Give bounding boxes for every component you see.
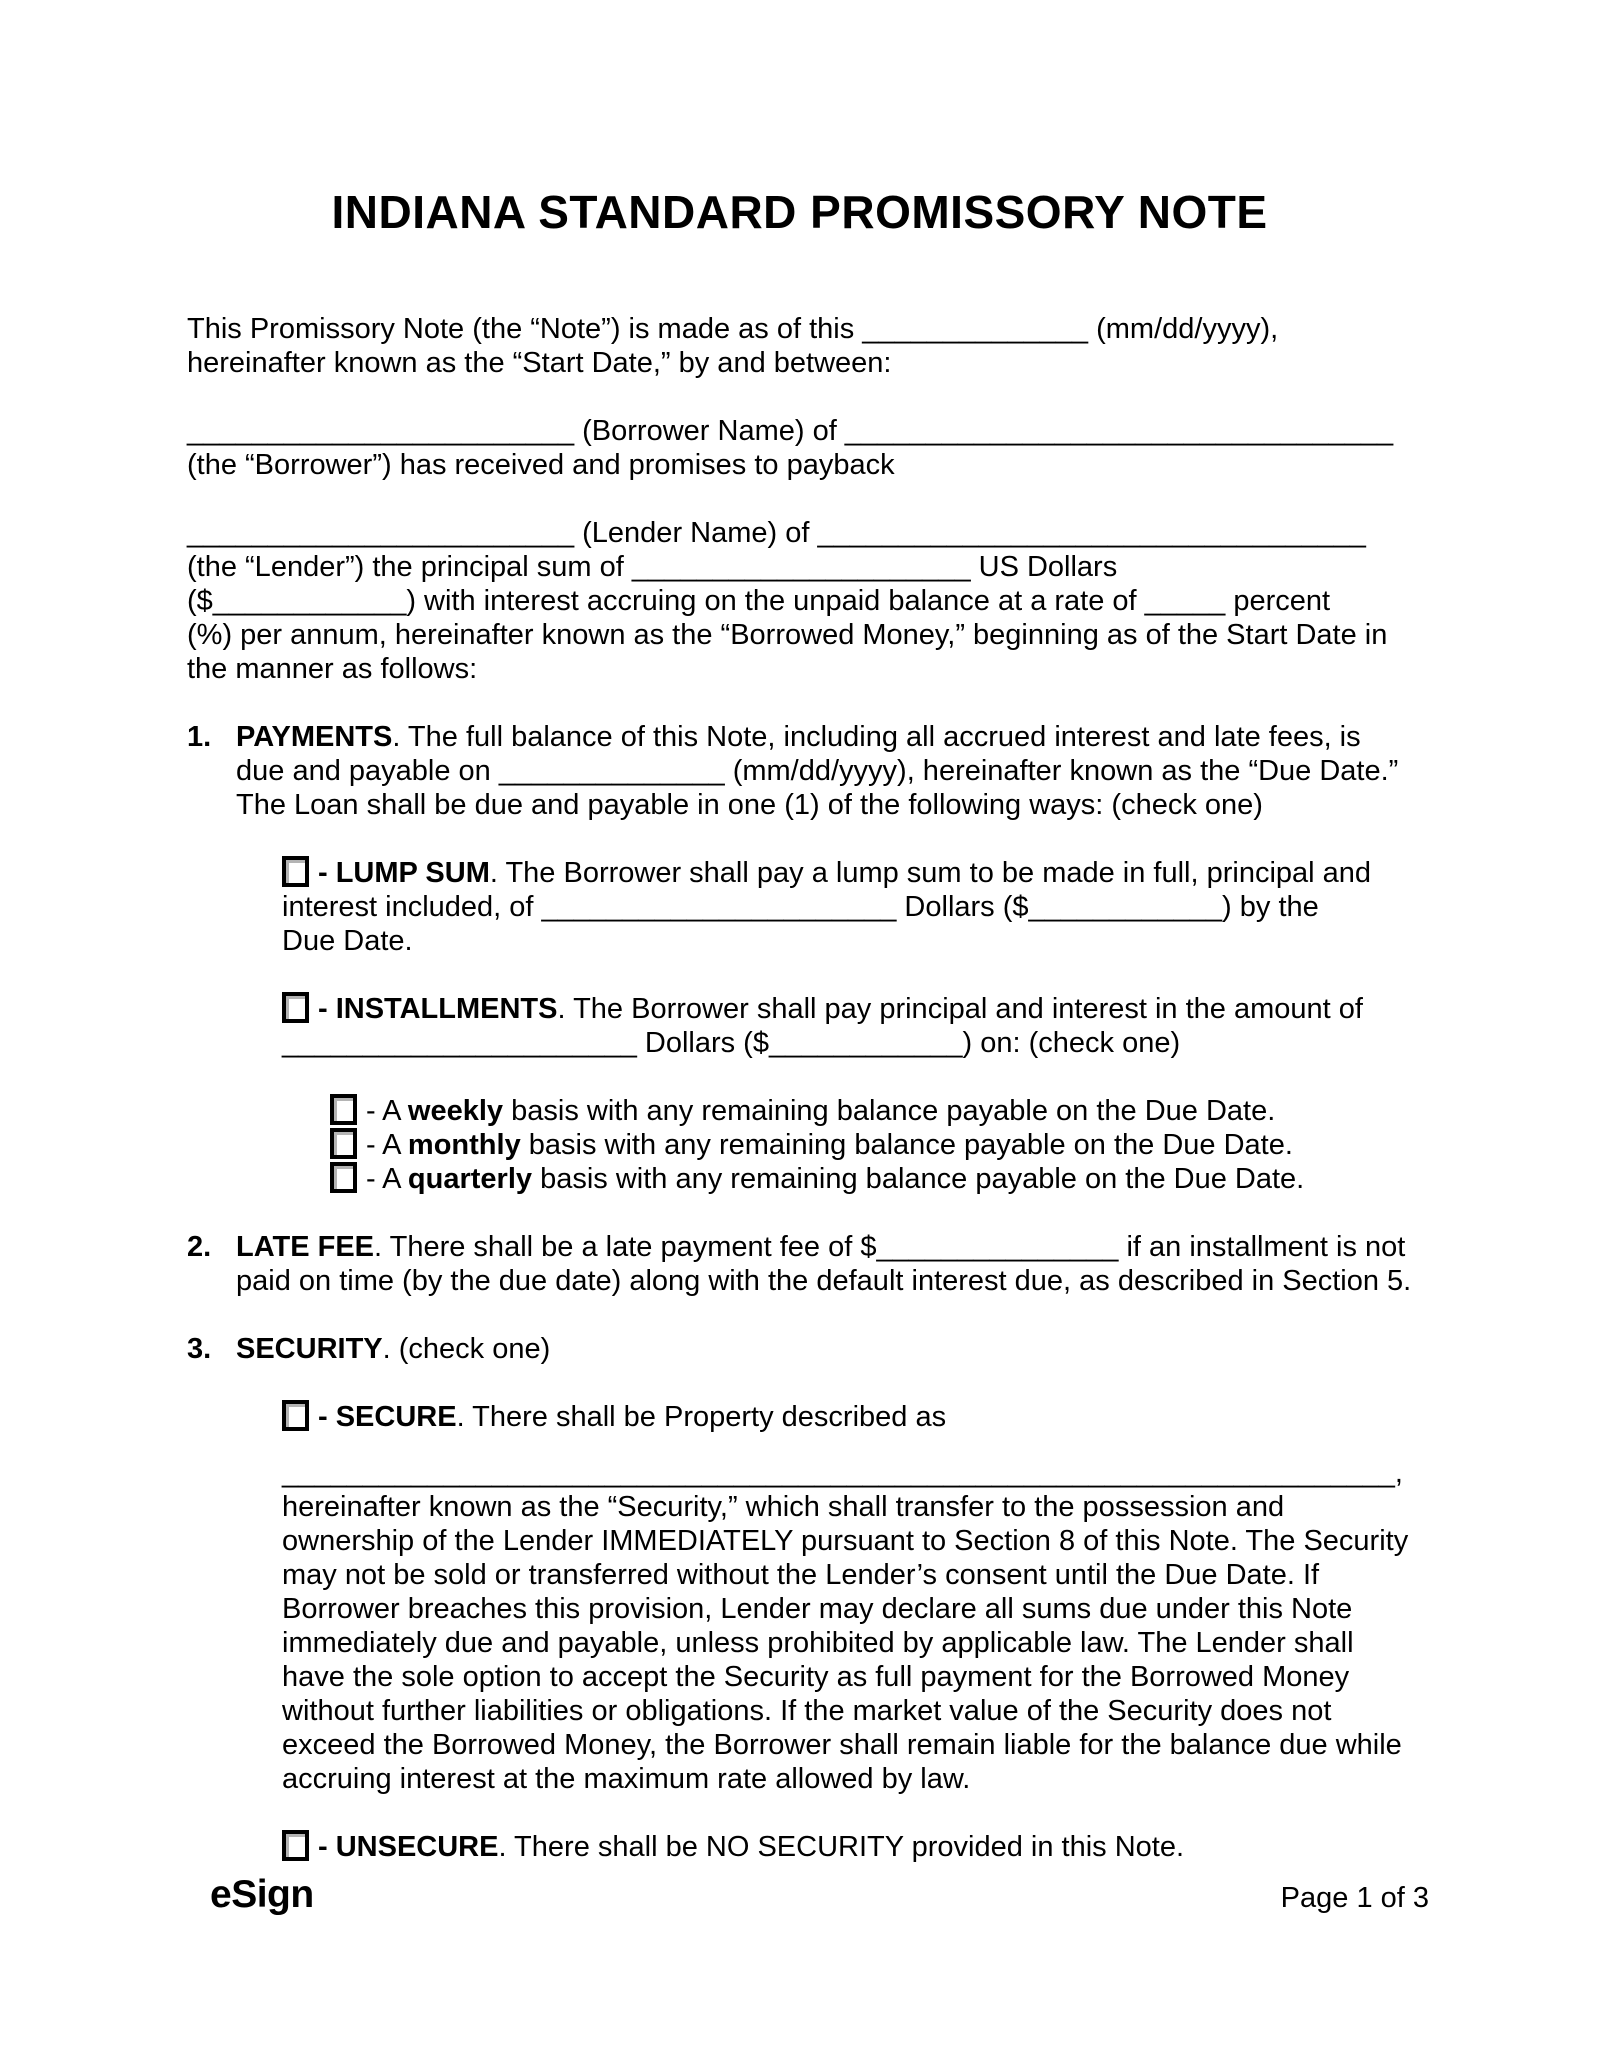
section-number: 1. bbox=[187, 721, 212, 753]
payments-line: The Loan shall be due and payable in one (1) of the following ways: (check one) bbox=[236, 789, 1263, 821]
borrower-paragraph bbox=[187, 414, 1419, 482]
intro-paragraph-start-date bbox=[187, 312, 1419, 380]
secure-body-line: Borrower breaches this provision, Lender may declare all sums due under this Note bbox=[282, 1593, 1353, 1625]
document-title: INDIANA STANDARD PROMISSORY NOTE bbox=[331, 186, 1268, 238]
option-text: basis with any remaining balance payable on the Due Date. bbox=[503, 1095, 1276, 1127]
secure-line bbox=[282, 1400, 1419, 1434]
section-text: . The full balance of this Note, including all accrued interest and late fees, is bbox=[392, 721, 1361, 753]
option-label: - SECURE bbox=[318, 1401, 457, 1433]
document-body bbox=[187, 312, 1419, 1898]
option-text: basis with any remaining balance payable on the Due Date. bbox=[532, 1163, 1305, 1195]
section-text: . There shall be a late payment fee of $_______________ if an installment is not bbox=[374, 1231, 1406, 1263]
section-number: 2. bbox=[187, 1231, 212, 1263]
option-lump-sum bbox=[282, 856, 1419, 958]
payments-line: due and payable on ______________ (mm/dd/yyyy), hereinafter known as the “Due Date.” bbox=[236, 755, 1399, 787]
unsecure-checkbox[interactable] bbox=[282, 1830, 309, 1861]
borrower-line: (the “Borrower”) has received and promises to payback bbox=[187, 449, 895, 481]
quarterly-checkbox[interactable] bbox=[330, 1162, 357, 1193]
option-text: . There shall be Property described as bbox=[456, 1401, 947, 1433]
option-text: . There shall be NO SECURITY provided in this Note. bbox=[498, 1831, 1185, 1863]
section-security bbox=[187, 1332, 1419, 1366]
lump-sum-checkbox[interactable] bbox=[282, 856, 309, 887]
borrowed-money-line: (%) per annum, hereinafter known as the “Borrowed Money,” beginning as of the Start Date in bbox=[187, 619, 1388, 651]
esign-logo: eSign bbox=[210, 1873, 314, 1916]
principal-sum-line: (the “Lender”) the principal sum of _____________________ US Dollars bbox=[187, 551, 1118, 583]
manner-line: the manner as follows: bbox=[187, 653, 478, 685]
page-number: Page 1 of 3 bbox=[1280, 1882, 1429, 1914]
late-fee-line: paid on time (by the due date) along with the default interest due, as described in Section 5. bbox=[236, 1265, 1412, 1297]
lender-paragraph bbox=[187, 516, 1419, 686]
option-text: . The Borrower shall pay a lump sum to be made in full, principal and bbox=[489, 857, 1372, 889]
option-unsecure bbox=[282, 1830, 1419, 1864]
option-text: - A bbox=[366, 1163, 408, 1195]
option-quarterly bbox=[330, 1162, 1419, 1196]
option-weekly bbox=[330, 1094, 1419, 1128]
property-description-blank: _____________________________________________________________________, bbox=[282, 1457, 1403, 1489]
installments-line: ______________________ Dollars ($____________) on: (check one) bbox=[282, 1027, 1181, 1059]
secure-body-line: hereinafter known as the “Security,” which shall transfer to the possession and bbox=[282, 1491, 1285, 1523]
secure-body-line: may not be sold or transferred without the Lender’s consent until the Due Date. If bbox=[282, 1559, 1320, 1591]
lump-sum-line bbox=[282, 856, 1419, 890]
option-label: quarterly bbox=[407, 1163, 533, 1195]
interest-rate-line: ($____________) with interest accruing on the unpaid balance at a rate of _____ percent bbox=[187, 585, 1331, 617]
option-text: - A bbox=[366, 1095, 408, 1127]
option-label: monthly bbox=[407, 1129, 521, 1161]
option-secure bbox=[282, 1400, 1419, 1796]
option-label: - UNSECURE bbox=[318, 1831, 499, 1863]
late-fee-line bbox=[236, 1230, 1419, 1264]
secure-checkbox[interactable] bbox=[282, 1400, 309, 1431]
unsecure-line bbox=[282, 1830, 1419, 1864]
option-text: . The Borrower shall pay principal and interest in the amount of bbox=[557, 993, 1363, 1025]
installment-frequency-options bbox=[330, 1094, 1419, 1196]
monthly-checkbox[interactable] bbox=[330, 1128, 357, 1159]
section-payments bbox=[187, 720, 1419, 822]
page-footer bbox=[210, 1873, 1429, 1916]
section-label: LATE FEE bbox=[236, 1231, 375, 1263]
weekly-checkbox[interactable] bbox=[330, 1094, 357, 1125]
secure-body-line: immediately due and payable, unless prohibited by applicable law. The Lender shall bbox=[282, 1627, 1354, 1659]
secure-body-line: have the sole option to accept the Security as full payment for the Borrowed Money bbox=[282, 1661, 1350, 1693]
option-installments bbox=[282, 992, 1419, 1060]
installments-checkbox[interactable] bbox=[282, 992, 309, 1023]
section-text: . (check one) bbox=[382, 1333, 551, 1365]
secure-body-line: ownership of the Lender IMMEDIATELY pursuant to Section 8 of this Note. The Security bbox=[282, 1525, 1409, 1557]
security-line bbox=[236, 1332, 1419, 1366]
installments-line bbox=[282, 992, 1419, 1026]
option-label: - LUMP SUM bbox=[318, 857, 490, 889]
intro-line: This Promissory Note (the “Note”) is made as of this ______________ (mm/dd/yyyy), bbox=[187, 313, 1279, 345]
option-text: - A bbox=[366, 1129, 408, 1161]
secure-body-line: exceed the Borrowed Money, the Borrower shall remain liable for the balance due while bbox=[282, 1729, 1402, 1761]
intro-line: hereinafter known as the “Start Date,” by and between: bbox=[187, 347, 892, 379]
option-label: weekly bbox=[407, 1095, 504, 1127]
payments-line bbox=[236, 720, 1419, 754]
option-text: basis with any remaining balance payable on the Due Date. bbox=[520, 1129, 1293, 1161]
secure-body-line: without further liabilities or obligations. If the market value of the Security does not bbox=[282, 1695, 1332, 1727]
option-label: - INSTALLMENTS bbox=[318, 993, 558, 1025]
borrower-name-line: ________________________ (Borrower Name) of __________________________________ bbox=[187, 415, 1394, 447]
option-monthly bbox=[330, 1128, 1419, 1162]
secure-body-line: accruing interest at the maximum rate allowed by law. bbox=[282, 1763, 971, 1795]
section-late-fee bbox=[187, 1230, 1419, 1298]
lump-sum-line: interest included, of ______________________ Dollars ($____________) by the bbox=[282, 891, 1319, 923]
section-label: PAYMENTS bbox=[236, 721, 393, 753]
section-label: SECURITY bbox=[236, 1333, 383, 1365]
lender-name-line: ________________________ (Lender Name) of __________________________________ bbox=[187, 517, 1366, 549]
section-number: 3. bbox=[187, 1333, 212, 1365]
lump-sum-line: Due Date. bbox=[282, 925, 413, 957]
